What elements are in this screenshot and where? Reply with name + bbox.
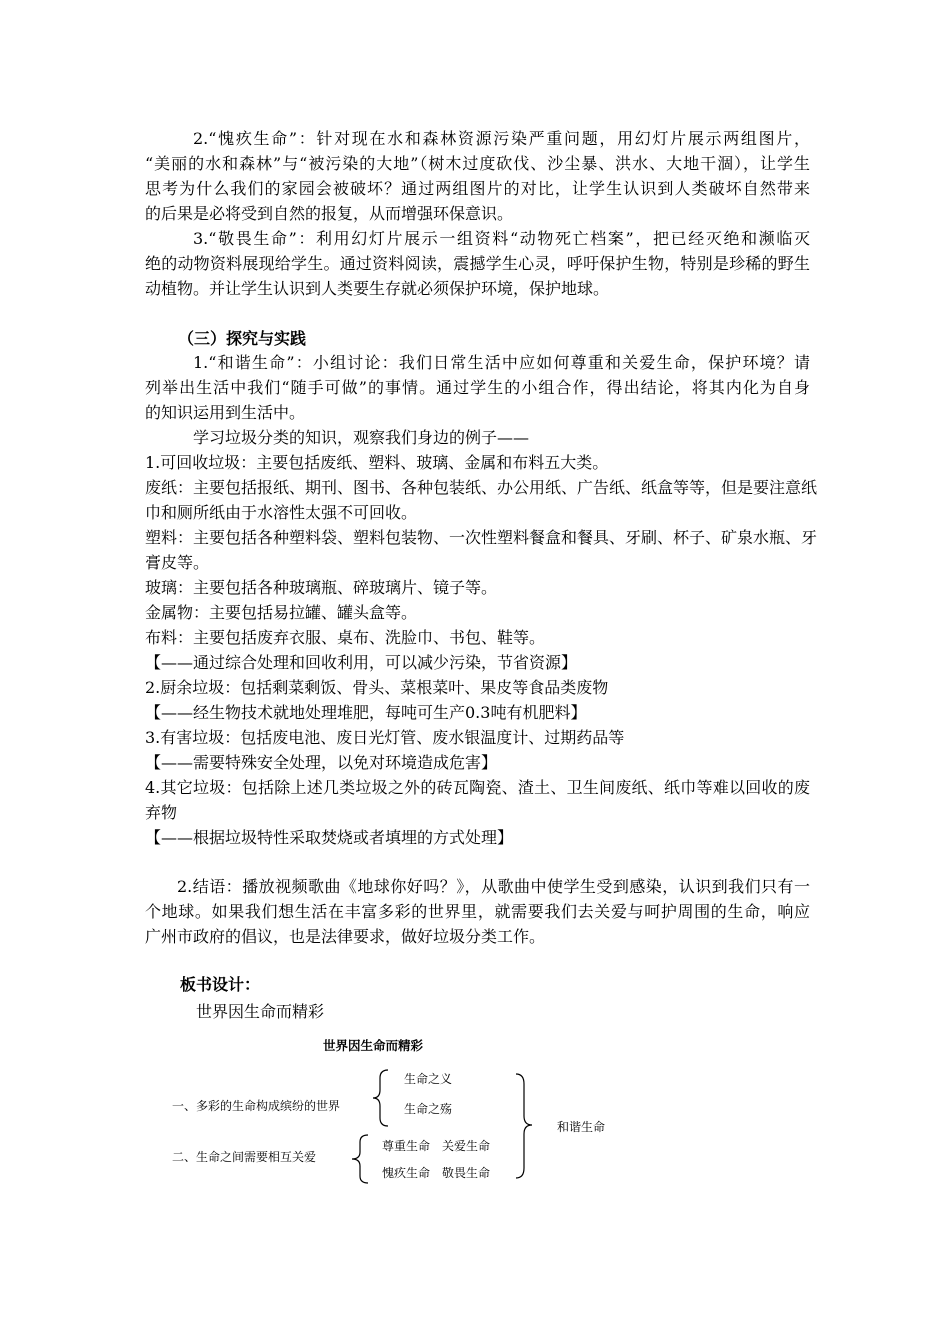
garbage-intro: 学习垃圾分类的知识，观察我们身边的例子—— <box>193 428 530 447</box>
garbage-line-5: 膏皮等。 <box>145 553 210 572</box>
left-brace-2 <box>348 1133 372 1185</box>
garbage-line-16: 【——根据垃圾特性采取焚烧或者填埋的方式处理】 <box>145 828 514 847</box>
diagram-item-1: 一、多彩的生命构成缤纷的世界 <box>172 1099 341 1113</box>
garbage-line-15: 弃物 <box>145 803 178 822</box>
board-subtitle: 世界因生命而精彩 <box>196 1002 325 1021</box>
left-brace-1 <box>370 1068 394 1128</box>
garbage-line-9: 【——通过综合处理和回收利用，可以减少污染，节省资源】 <box>145 653 578 672</box>
diagram-item-2-sub-2: 愧疚生命 敬畏生命 <box>382 1166 491 1180</box>
diagram-title: 世界因生命而精彩 <box>323 1038 424 1053</box>
harmony-line-1: 1.“和谐生命”：小组讨论：我们日常生活中应如何尊重和关爱生命，保护环境？请 <box>193 353 810 372</box>
right-brace <box>512 1072 536 1180</box>
p2-line-1: 2.“愧疚生命”：针对现在水和森林资源污染严重问题，用幻灯片展示两组图片， <box>193 129 810 148</box>
diagram-item-2: 二、生命之间需要相互关爱 <box>172 1150 317 1164</box>
garbage-line-10: 2.厨余垃圾：包括剩菜剩饭、骨头、菜根菜叶、果皮等食品类废物 <box>145 678 609 697</box>
garbage-line-7: 金属物：主要包括易拉罐、罐头盒等。 <box>145 603 418 622</box>
p3-line-1: 3.“敬畏生命”：利用幻灯片展示一组资料“动物死亡档案”，把已经灭绝和濒临灭 <box>193 229 810 248</box>
garbage-line-13: 【——需要特殊安全处理，以免对环境造成危害】 <box>145 753 498 772</box>
garbage-line-2: 废纸：主要包括报纸、期刊、图书、各种包装纸、办公用纸、广告纸、纸盒等等，但是要注意纸 <box>145 478 818 497</box>
conclusion-line-3: 广州市政府的倡议，也是法律要求，做好垃圾分类工作。 <box>145 927 546 946</box>
p2-line-4: 的后果是必将受到自然的报复，从而增强环保意识。 <box>145 204 514 223</box>
p3-line-3: 动植物。并让学生认识到人类要生存就必须保护环境，保护地球。 <box>145 279 610 298</box>
harmony-line-2: 列举出生活中我们“随手可做”的事情。通过学生的小组合作，得出结论，将其内化为自身 <box>145 378 810 397</box>
conclusion-line-1: 2.结语：播放视频歌曲《地球你好吗？》，从歌曲中使学生受到感染，认识到我们只有一 <box>177 877 810 896</box>
harmony-line-3: 的知识运用到生活中。 <box>145 403 306 422</box>
garbage-line-3: 巾和厕所纸由于水溶性太强不可回收。 <box>145 503 418 522</box>
section-heading: （三）探究与实践 <box>178 329 307 348</box>
diagram-item-1-sub-2: 生命之殇 <box>404 1102 453 1116</box>
garbage-line-11: 【——经生物技术就地处理堆肥，每吨可生产0.3吨有机肥料】 <box>145 703 587 722</box>
garbage-line-8: 布料：主要包括废弃衣服、桌布、洗脸巾、书包、鞋等。 <box>145 628 546 647</box>
diagram-result: 和谐生命 <box>557 1120 606 1134</box>
p3-line-2: 绝的动物资料展现给学生。通过资料阅读，震撼学生心灵，呼吁保护生物，特别是珍稀的野生 <box>145 254 810 273</box>
diagram-item-1-sub-1: 生命之义 <box>404 1072 453 1086</box>
garbage-line-4: 塑料：主要包括各种塑料袋、塑料包装物、一次性塑料餐盒和餐具、牙刷、杯子、矿泉水瓶、牙 <box>145 528 818 547</box>
conclusion-line-2: 个地球。如果我们想生活在丰富多彩的世界里，就需要我们去关爱与呵护周围的生命，响应 <box>145 902 810 921</box>
board-heading: 板书设计： <box>180 975 261 994</box>
p2-line-3: 思考为什么我们的家园会被破坏？通过两组图片的对比，让学生认识到人类破坏自然带来 <box>145 179 810 198</box>
p2-line-2: “美丽的水和森林”与“被污染的大地”（树木过度砍伐、沙尘暴、洪水、大地干涸），让学生 <box>145 154 810 173</box>
garbage-line-12: 3.有害垃圾：包括废电池、废日光灯管、废水银温度计、过期药品等 <box>145 728 625 747</box>
garbage-line-1: 1.可回收垃圾：主要包括废纸、塑料、玻璃、金属和布料五大类。 <box>145 453 609 472</box>
garbage-line-14: 4.其它垃圾：包括除上述几类垃圾之外的砖瓦陶瓷、渣土、卫生间废纸、纸巾等难以回收的废 <box>145 778 810 797</box>
diagram-item-2-sub-1: 尊重生命 关爱生命 <box>382 1139 491 1153</box>
garbage-line-6: 玻璃：主要包括各种玻璃瓶、碎玻璃片、镜子等。 <box>145 578 498 597</box>
